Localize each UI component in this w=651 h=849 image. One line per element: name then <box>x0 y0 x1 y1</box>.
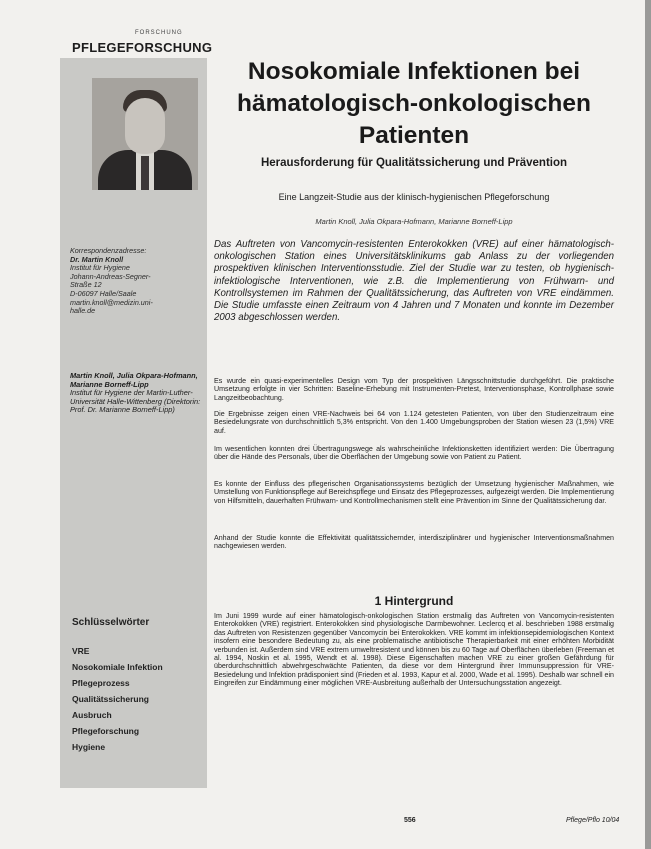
page-edge <box>645 0 651 849</box>
section-header-sublabel: FORSCHUNG <box>135 30 183 36</box>
contact-line: D-06097 Halle/Saale <box>70 288 137 298</box>
author-names: Martin Knoll, Julia Okpara-Hofmann, Marianne Borneff-Lipp <box>70 371 198 389</box>
contact-line: Straße 12 <box>70 280 102 290</box>
contact-line: Johann-Andreas-Segner- <box>70 271 151 281</box>
contact-label: Korrespondenzadresse: <box>70 246 147 255</box>
keyword-item: Pflegeprozess <box>72 678 130 688</box>
body-paragraph: Im wesentlichen konnten drei Übertragungswege als wahrscheinliche Infektionsketten identifiziert werden: Die Übertragung über die Hände des Personals, über die Oberflächen der Umgebung sowie von Patient zu Patient. <box>214 445 614 462</box>
body-paragraph: Die Ergebnisse zeigen einen VRE-Nachweis bei 64 von 1.124 getesteten Patienten, von über den Studienzeitraum eine Besiedelungsrate von durchschnittlich 5,3% entspricht. Von den 1.400 Umgebungsproben der Station wiesen 23 (1,5%) VRE auf. <box>214 410 614 435</box>
abstract: Das Auftreten von Vancomycin-resistenten Enterokokken (VRE) auf einer hämatologisch-onkologischen Station eines Universitätsklinikums gab Anlass zu der vorliegenden prospektiven klinischen Interventionsstudie. Ziel der Studie war zu testen, ob hygienisch-infektiologische Interventionen, wie z.B. die Implementierung von Frühwarn- und Kontrollsystemen im Rahmen der Qualitätssicherung, das Auftreten von VRE eindämmen. Die Studie umfasste einen Zeitraum von 4 Jahren und 7 Monaten und konnte im Dezember 2003 abgeschlossen werden. <box>214 239 614 324</box>
section-text: Im Juni 1999 wurde auf einer hämatologisch-onkologischen Station erstmalig das Auftreten von Vancomycin-resistenten Enterokokken (VRE) registriert. Enterokokken sind physiologische Darmbewohner. Leclercq et al. beschrieben 1988 erstmalig das Auftreten von Resistenzen gegenüber Vancomycin bei Enterokokken. VRE kommt im infektionsepidemiologischen Kontext insofern eine besondere Bedeutung zu, als eine problematische antibiotische Therapierbarkeit mit einer erhöhten Morbidität verbunden ist. Außerdem sind VRE extrem umweltresistent und können bis zu 60 Tage auf Oberflächen überleben (Freeman et al. 1994, Noskin et al. 1995, Wendt et al. 1998). Diese Eigenschaften machen VRE zu einer großen Gefährdung für überdurchschnittlich abwehrgeschwächte Patienten, da diese vor dem Hintergrund ihrer Immunsuppression für VRE-Besiedelung und Infektion prädisponiert sind (Frieden et al. 1993, Kapur et al. 2000, Wade et al. 1995). Deshalb war schnell ein Eingreifen zur Eindämmung einer möglichen VRE-Ausbreitung außerhalb der Untersuchungsstation angezeigt. <box>214 612 614 688</box>
keyword-item: VRE <box>72 646 90 656</box>
affiliation-text: Institut für Hygiene der Martin-Luther-Universität Halle-Wittenberg (Direktorin: Prof. Dr. Marianne Borneff-Lipp) <box>70 388 201 415</box>
keywords-title: Schlüsselwörter <box>72 617 150 628</box>
article-subtitle: Herausforderung für Qualitätssicherung und Prävention <box>260 157 568 169</box>
article-title: Nosokomiale Infektionen bei hämatologisch-onkologischen Patienten <box>237 58 591 149</box>
contact-block <box>70 247 200 316</box>
journal-info: Pflege/Pflo 10/04 <box>566 817 620 824</box>
keywords-list <box>72 643 202 755</box>
contact-name: Dr. Martin Knoll <box>70 254 124 264</box>
article-subtitle-secondary: Eine Langzeit-Studie aus der klinisch-hygienischen Pflegeforschung <box>278 192 550 202</box>
keyword-item: Nosokomiale Infektion <box>72 662 163 672</box>
page-footer <box>0 817 651 829</box>
keyword-item: Ausbruch <box>72 710 112 720</box>
author-affiliation <box>70 372 205 415</box>
section-header-label: PFLEGEFORSCHUNG <box>72 40 213 55</box>
body-paragraph: Anhand der Studie konnte die Effektivität qualitätssichernder, interdisziplinärer und hygienischer Interventionsmaßnahmen nachgewiesen werden. <box>214 534 614 551</box>
keyword-item: Pflegeforschung <box>72 726 140 736</box>
contact-email[interactable]: martin.knoll@medizin.uni- <box>70 297 153 307</box>
byline: Martin Knoll, Julia Okpara-Hofmann, Marianne Borneff-Lipp <box>315 217 513 226</box>
section-heading: 1 Hintergrund <box>374 594 454 608</box>
author-photo <box>92 78 198 190</box>
body-paragraph: Es konnte der Einfluss des pflegerischen Organisationssystems bezüglich der Umsetzung hygienischer Maßnahmen, wie Umstellung von Funktionspflege auf Bereichspflege und Einsatz des Pflegeprozesses, aufgezeigt werden. Die Implementierung von Hilfsmitteln, dauerhaften Frühwarn- und Kontrollmechanismen stellt eine Prävention im Sinne der Qualitätssicherung dar. <box>214 480 614 505</box>
keyword-item: Qualitätssicherung <box>72 694 149 704</box>
contact-email-cont[interactable]: halle.de <box>70 306 96 316</box>
keyword-item: Hygiene <box>72 742 106 752</box>
body-paragraph: Es wurde ein quasi-experimentelles Design vom Typ der prospektiven Längsschnittstudie durchgeführt. Die praktische Umsetzung erfolgte in vier Schritten: Baseline-Erhebung mit Instrumenten-Pretest, Interventionsphase, Kontrollphase sowie Langzeitbeobachtung. <box>214 377 614 402</box>
section-header <box>72 30 213 55</box>
contact-line: Institut für Hygiene <box>70 263 130 273</box>
page-number: 556 <box>404 817 416 824</box>
